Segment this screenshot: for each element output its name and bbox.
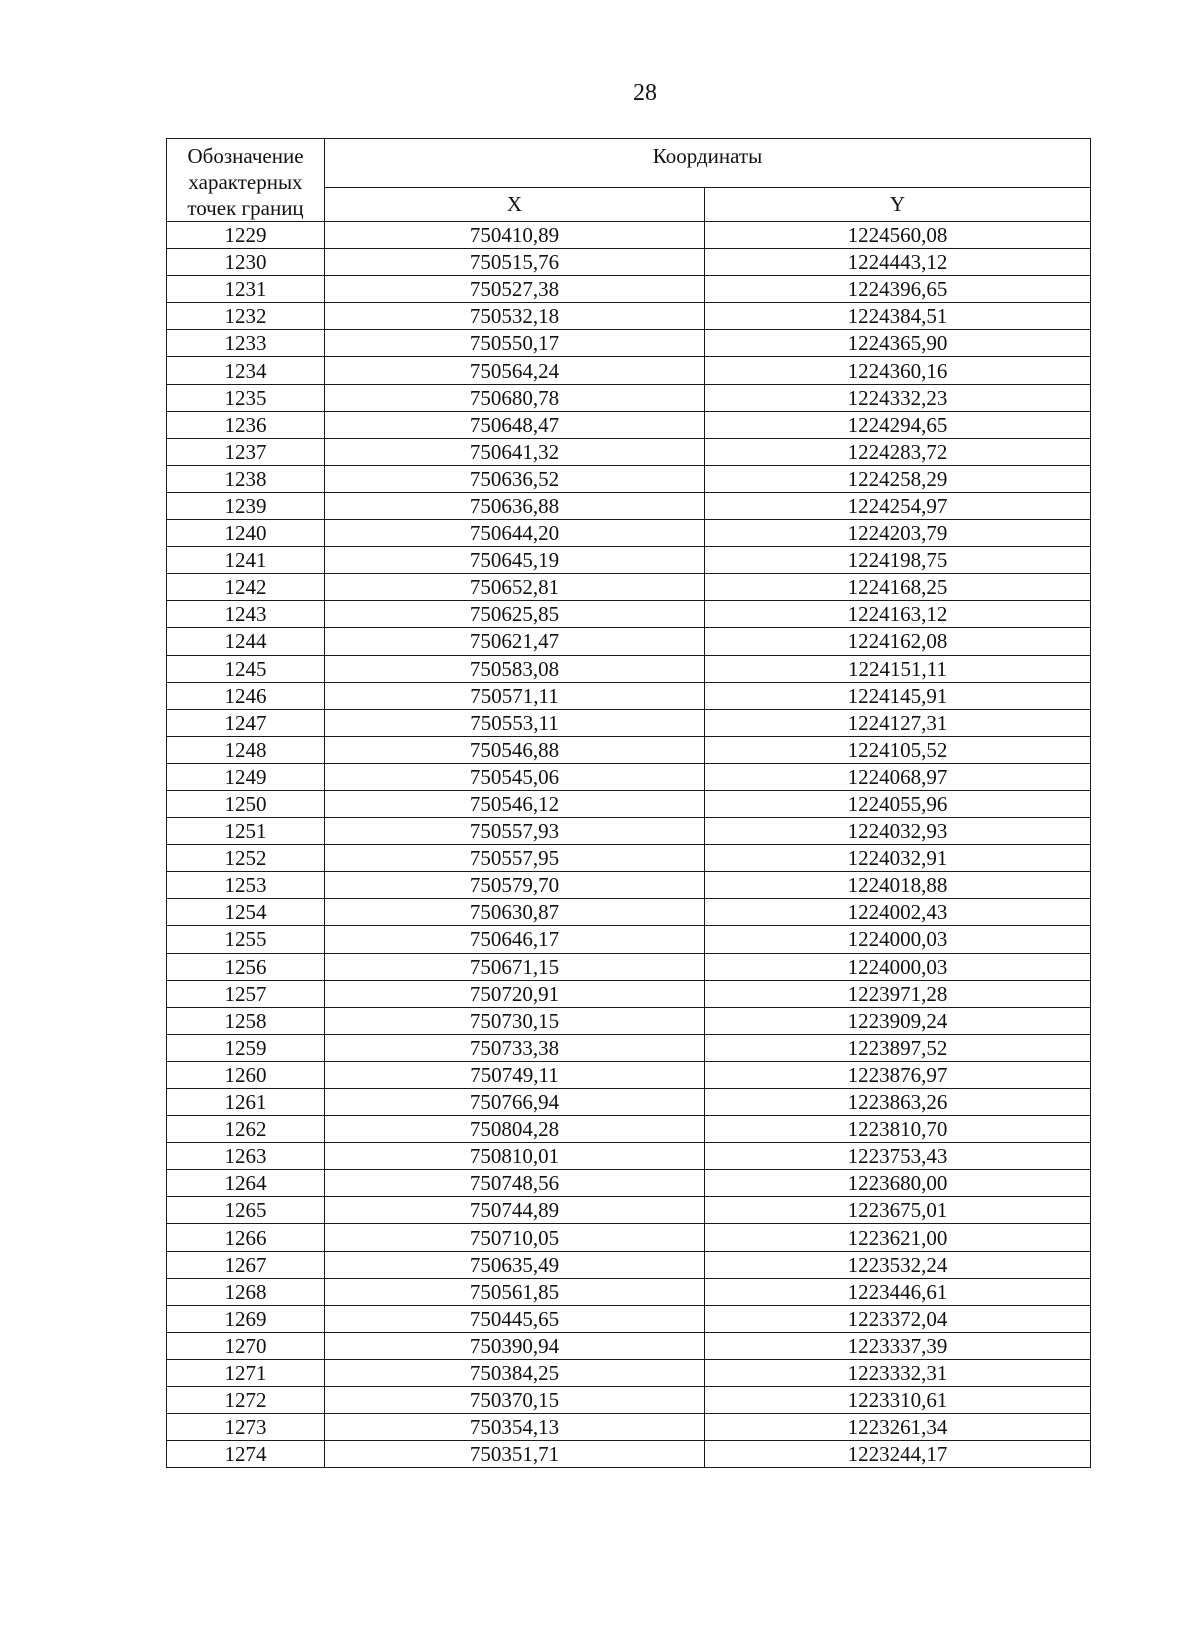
table-row [167,384,1091,411]
cell-x: 750445,65 [325,1305,705,1332]
cell-x: 750733,38 [325,1034,705,1061]
cell-point: 1238 [167,465,325,492]
table-row [167,222,1091,249]
cell-y: 1224163,12 [705,601,1091,628]
page-number: 28 [633,80,657,106]
cell-y: 1224360,16 [705,357,1091,384]
table-row [167,1414,1091,1441]
cell-x: 750748,56 [325,1170,705,1197]
cell-point: 1261 [167,1089,325,1116]
table-row [167,411,1091,438]
cell-point: 1245 [167,655,325,682]
cell-point: 1233 [167,330,325,357]
table-row [167,655,1091,682]
cell-y: 1224032,93 [705,818,1091,845]
cell-point: 1259 [167,1034,325,1061]
cell-point: 1262 [167,1116,325,1143]
cell-x: 750710,05 [325,1224,705,1251]
table-row [167,1197,1091,1224]
cell-point: 1237 [167,438,325,465]
cell-point: 1248 [167,736,325,763]
cell-y: 1224258,29 [705,465,1091,492]
cell-y: 1223971,28 [705,980,1091,1007]
table-row [167,601,1091,628]
cell-point: 1274 [167,1441,325,1468]
cell-y: 1224055,96 [705,790,1091,817]
table-row [167,1332,1091,1359]
table-row [167,953,1091,980]
cell-x: 750621,47 [325,628,705,655]
cell-x: 750810,01 [325,1143,705,1170]
cell-y: 1223244,17 [705,1441,1091,1468]
cell-x: 750370,15 [325,1387,705,1414]
table-row [167,249,1091,276]
cell-y: 1224151,11 [705,655,1091,682]
table-row [167,303,1091,330]
cell-y: 1223532,24 [705,1251,1091,1278]
cell-y: 1224443,12 [705,249,1091,276]
cell-y: 1224018,88 [705,872,1091,899]
cell-point: 1273 [167,1414,325,1441]
cell-x: 750550,17 [325,330,705,357]
cell-y: 1224294,65 [705,411,1091,438]
table-row [167,628,1091,655]
cell-y: 1223372,04 [705,1305,1091,1332]
cell-y: 1223909,24 [705,1007,1091,1034]
table-row [167,1089,1091,1116]
cell-point: 1244 [167,628,325,655]
cell-x: 750546,12 [325,790,705,817]
cell-point: 1271 [167,1359,325,1386]
cell-y: 1224560,08 [705,222,1091,249]
table-row [167,276,1091,303]
cell-y: 1223863,26 [705,1089,1091,1116]
table-row [167,709,1091,736]
table-row [167,1359,1091,1386]
cell-y: 1223310,61 [705,1387,1091,1414]
cell-x: 750635,49 [325,1251,705,1278]
cell-y: 1224168,25 [705,574,1091,601]
cell-point: 1246 [167,682,325,709]
table-body [167,222,1091,1468]
cell-x: 750680,78 [325,384,705,411]
cell-x: 750579,70 [325,872,705,899]
table-row [167,547,1091,574]
cell-x: 750641,32 [325,438,705,465]
cell-point: 1252 [167,845,325,872]
cell-point: 1256 [167,953,325,980]
cell-y: 1224105,52 [705,736,1091,763]
table-row [167,1143,1091,1170]
cell-x: 750354,13 [325,1414,705,1441]
cell-x: 750644,20 [325,520,705,547]
cell-point: 1268 [167,1278,325,1305]
header-x: X [325,187,705,221]
table-row [167,465,1091,492]
cell-point: 1258 [167,1007,325,1034]
cell-y: 1223753,43 [705,1143,1091,1170]
cell-x: 750557,93 [325,818,705,845]
cell-y: 1223810,70 [705,1116,1091,1143]
table-row [167,1441,1091,1468]
cell-point: 1232 [167,303,325,330]
cell-point: 1257 [167,980,325,1007]
cell-y: 1223337,39 [705,1332,1091,1359]
table-row [167,818,1091,845]
cell-x: 750749,11 [325,1061,705,1088]
cell-x: 750564,24 [325,357,705,384]
cell-y: 1224032,91 [705,845,1091,872]
cell-point: 1239 [167,492,325,519]
table-row [167,357,1091,384]
table-row [167,574,1091,601]
cell-y: 1223680,00 [705,1170,1091,1197]
cell-y: 1223897,52 [705,1034,1091,1061]
cell-point: 1255 [167,926,325,953]
cell-point: 1241 [167,547,325,574]
cell-x: 750410,89 [325,222,705,249]
cell-point: 1253 [167,872,325,899]
cell-y: 1224396,65 [705,276,1091,303]
table-row [167,736,1091,763]
table-row [167,926,1091,953]
table-row [167,899,1091,926]
table-row [167,330,1091,357]
cell-x: 750527,38 [325,276,705,303]
cell-point: 1263 [167,1143,325,1170]
cell-x: 750351,71 [325,1441,705,1468]
cell-y: 1224384,51 [705,303,1091,330]
cell-point: 1234 [167,357,325,384]
cell-x: 750720,91 [325,980,705,1007]
cell-x: 750625,85 [325,601,705,628]
cell-point: 1242 [167,574,325,601]
cell-y: 1224000,03 [705,926,1091,953]
cell-point: 1269 [167,1305,325,1332]
table-row [167,1034,1091,1061]
table-row [167,520,1091,547]
cell-point: 1229 [167,222,325,249]
header-designation: Обозначение характерных точек границ [167,139,325,222]
cell-y: 1224365,90 [705,330,1091,357]
cell-y: 1223621,00 [705,1224,1091,1251]
cell-x: 750561,85 [325,1278,705,1305]
cell-point: 1230 [167,249,325,276]
cell-point: 1270 [167,1332,325,1359]
cell-point: 1249 [167,763,325,790]
cell-point: 1235 [167,384,325,411]
table-row [167,492,1091,519]
table-row [167,790,1091,817]
coordinates-table [166,138,1091,1468]
cell-y: 1224002,43 [705,899,1091,926]
table-row [167,1007,1091,1034]
cell-point: 1240 [167,520,325,547]
cell-x: 750545,06 [325,763,705,790]
cell-x: 750652,81 [325,574,705,601]
cell-point: 1265 [167,1197,325,1224]
table-row [167,1278,1091,1305]
cell-point: 1236 [167,411,325,438]
cell-point: 1266 [167,1224,325,1251]
table-row [167,980,1091,1007]
cell-x: 750636,88 [325,492,705,519]
cell-point: 1267 [167,1251,325,1278]
cell-point: 1231 [167,276,325,303]
cell-point: 1243 [167,601,325,628]
cell-y: 1224254,97 [705,492,1091,519]
table-row [167,1116,1091,1143]
cell-y: 1223332,31 [705,1359,1091,1386]
cell-y: 1224068,97 [705,763,1091,790]
cell-y: 1224162,08 [705,628,1091,655]
table-row [167,845,1091,872]
table-row [167,1224,1091,1251]
table-row [167,1061,1091,1088]
cell-point: 1260 [167,1061,325,1088]
cell-x: 750646,17 [325,926,705,953]
table-row [167,1251,1091,1278]
cell-y: 1224203,79 [705,520,1091,547]
cell-y: 1224283,72 [705,438,1091,465]
cell-y: 1223876,97 [705,1061,1091,1088]
table-row [167,1305,1091,1332]
cell-x: 750553,11 [325,709,705,736]
cell-point: 1264 [167,1170,325,1197]
cell-x: 750384,25 [325,1359,705,1386]
cell-point: 1251 [167,818,325,845]
table-row [167,438,1091,465]
cell-x: 750648,47 [325,411,705,438]
cell-y: 1224000,03 [705,953,1091,980]
cell-x: 750636,52 [325,465,705,492]
cell-x: 750630,87 [325,899,705,926]
cell-point: 1247 [167,709,325,736]
cell-point: 1254 [167,899,325,926]
cell-x: 750744,89 [325,1197,705,1224]
cell-x: 750671,15 [325,953,705,980]
cell-x: 750546,88 [325,736,705,763]
cell-y: 1224145,91 [705,682,1091,709]
table-row [167,1387,1091,1414]
cell-x: 750532,18 [325,303,705,330]
cell-y: 1224332,23 [705,384,1091,411]
table-row [167,872,1091,899]
header-coordinates: Координаты [325,139,1091,188]
cell-x: 750804,28 [325,1116,705,1143]
cell-y: 1224127,31 [705,709,1091,736]
cell-point: 1272 [167,1387,325,1414]
cell-x: 750645,19 [325,547,705,574]
table-row [167,682,1091,709]
cell-x: 750766,94 [325,1089,705,1116]
cell-x: 750557,95 [325,845,705,872]
cell-point: 1250 [167,790,325,817]
cell-y: 1223261,34 [705,1414,1091,1441]
cell-x: 750515,76 [325,249,705,276]
header-y: Y [705,187,1091,221]
cell-y: 1224198,75 [705,547,1091,574]
cell-y: 1223675,01 [705,1197,1091,1224]
table-row [167,1170,1091,1197]
cell-x: 750583,08 [325,655,705,682]
table-row [167,763,1091,790]
cell-x: 750730,15 [325,1007,705,1034]
cell-x: 750390,94 [325,1332,705,1359]
cell-y: 1223446,61 [705,1278,1091,1305]
cell-x: 750571,11 [325,682,705,709]
